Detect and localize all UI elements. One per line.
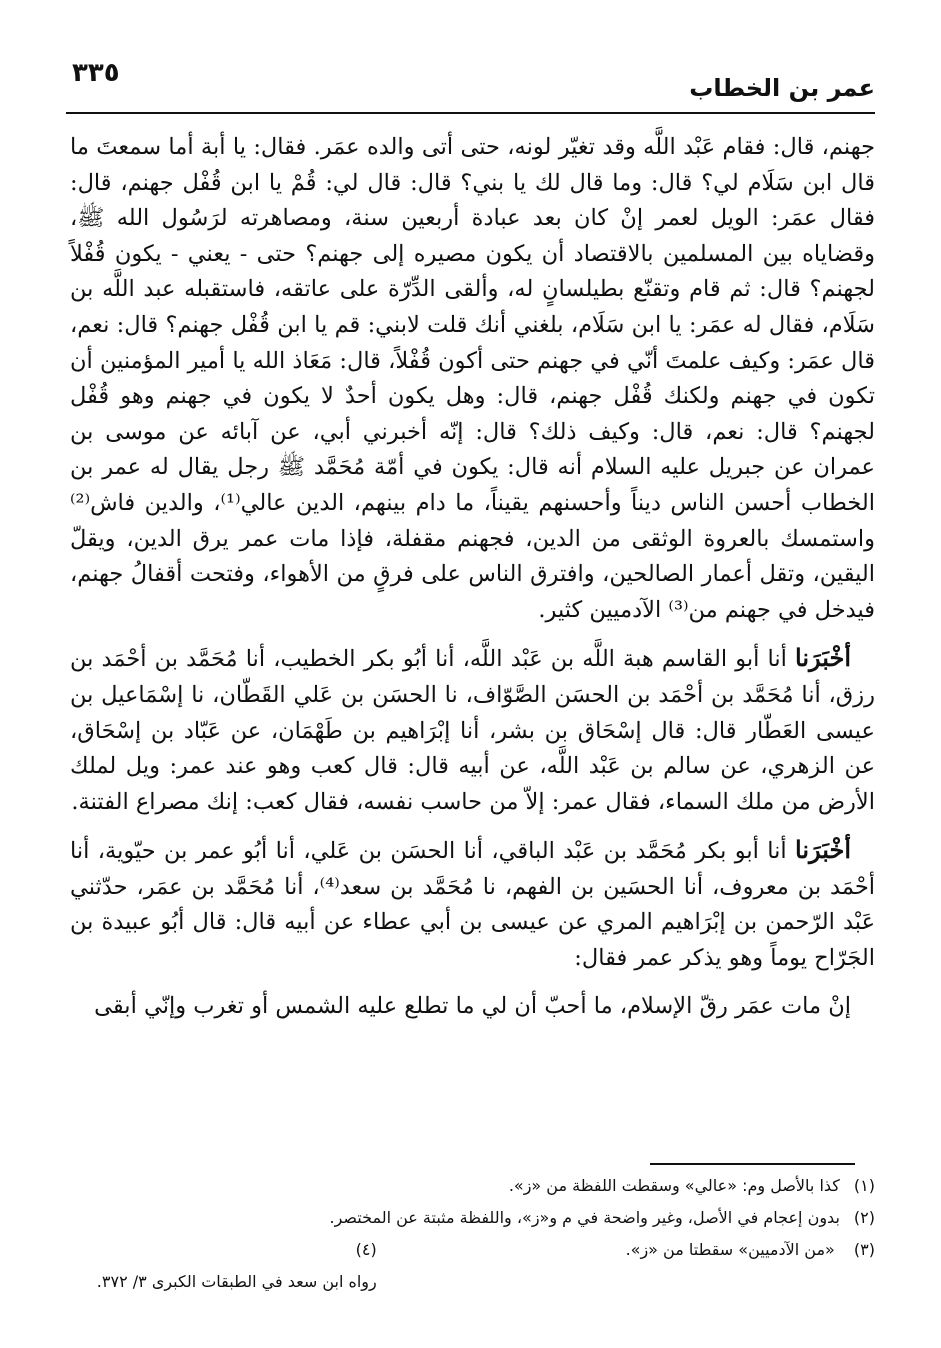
- footnote-cell: [70, 1234, 377, 1298]
- footnote-number: (٢): [853, 1208, 875, 1227]
- lead-word: أخْبَرَنا: [795, 643, 851, 673]
- footnotes: [70, 1170, 875, 1298]
- footnote-line: [70, 1170, 875, 1202]
- footnote-text: بدون إعجام في الأصل، وغير واضحة في م و«ز»، واللفظة مثبتة عن المختصر.: [329, 1208, 840, 1227]
- footnote-number: (٤): [355, 1240, 377, 1259]
- paragraph: إنْ مات عمَر رقّ الإسلام، ما أحبّ أن لي ما تطلع عليه الشمس أو تغرب وإنّي أبقى: [94, 992, 851, 1019]
- header-divider: [66, 112, 875, 114]
- paragraph-text: أنا أبو بكر مُحَمَّد بن عَبْد الباقي، أنا الحسَن بن عَلي، أنا أبُو عمر بن حيّوية، أنا أحْمَد بن معروف، أنا الحسَين بن الفهم، نا مُحَمَّد بن سعد⁽⁴⁾، أنا مُحَمَّد بن عمَر، حدّثني عَبْد الرّحمن بن إبْرَاهيم المري عن عيسى بن أبي عطاء عن أبيه قال: قال أبُو عبيدة بن الجَرّاح يوماً وهو يذكر عمر فقال:: [70, 838, 875, 972]
- footnote-line: [70, 1202, 875, 1234]
- page-number: ٣٣٥: [72, 58, 120, 88]
- footnote-text: رواه ابن سعد في الطبقات الكبرى ٣/ ٣٧٢.: [96, 1272, 377, 1291]
- paragraph-text: أنا أبو القاسم هبة اللَّه بن عَبْد اللَّه، أنا أبُو بكر الخطيب، أنا مُحَمَّد بن أحْمَد بن رزق، أنا مُحَمَّد بن أحْمَد بن الحسَن الصَّوّاف، نا الحسَن بن عَلي القَطّان، نا إسْمَاعيل بن عيسى العَطّار قال: قال إسْحَاق بن بشر، أنا إبْرَاهيم بن طَهْمَان، عن عَبّاد بن إسْحَاق، عن الزهري، عن سالم بن عَبْد اللَّه، عن أبيه قال: قال كعب وهو عند عمر: ويل لملك الأرض من ملك السماء، فقال عمر: إلاّ من حاسب نفسه، فقال كعب: إنك مصراع الفتنة.: [70, 646, 875, 815]
- paragraph: [70, 640, 875, 820]
- footnote-number: (٣): [853, 1240, 875, 1259]
- footnote-line: [70, 1234, 875, 1298]
- footnote-cell: [377, 1234, 875, 1298]
- footnote-number: (١): [853, 1176, 875, 1195]
- lead-word: أخْبَرَنا: [795, 835, 851, 865]
- footnote-text: «من الآدميين» سقطتا من «ز».: [625, 1240, 835, 1259]
- footnote-text: كذا بالأصل وم: «عالي» وسقطت اللفظة من «ز».: [508, 1176, 840, 1195]
- paragraph: [70, 832, 875, 976]
- footnote-divider: [650, 1163, 855, 1165]
- running-head: عمر بن الخطاب: [689, 74, 875, 102]
- main-text: [70, 130, 875, 1036]
- paragraph: جهنم، قال: فقام عَبْد اللَّه وقد تغيّر لونه، حتى أتى والده عمَر. فقال: يا أبة أما سمعتَ ما قال ابن سَلَام لي؟ قال: وما قال لك يا بني؟ قال: قال لي: قُمْ يا ابن قُفْل جهنم، قال: فقال عمَر: الويل لعمر إنْ كان بعد عبادة أربعين سنة، ومصاهرته لرَسُول الله ﷺ، وقضاياه بين المسلمين بالاقتصاد أن يكون مصيره إلى جهنم؟ حتى - يعني - يكون قُفْلاً لجهنم؟ قال: ثم قام وتقنّع بطيلسانٍ له، وألقى الدِّرّة على عاتقه، فاستقبله عبد اللَّه بن سَلَام، فقال له عمَر: يا ابن سَلَام، بلغني أنك قلت لابني: قم يا ابن قُفْل جهنم؟ قال: نعم، قال عمَر: وكيف علمتَ أنّي في جهنم حتى أكون قُفْلاً، قال: مَعَاذ الله يا أمير المؤمنين أن تكون في جهنم ولكنك قُفْل جهنم، قال: وهل يكون أحدٌ لا يكون في جهنم وهو قُفْل لجهنم؟ قال: نعم، قال: وكيف ذلك؟ قال: إنّه أخبرني أبي، عن آبائه عن موسى بن عمران عن جبريل عليه السلام أنه قال: يكون في أمّة مُحَمَّد ﷺ رجل يقال له عمر بن الخطاب أحسن الناس ديناً وأحسنهم يقيناً، ما دام بينهم، الدين عالي⁽¹⁾، والدين فاش⁽²⁾ واستمسك بالعروة الوثقى من الدين، فجهنم مقفلة، فإذا مات عمر يرق الدين، ويقلّ اليقين، وتقل أعمار الصالحين، وافترق الناس على فرقٍ من الأهواء، وفتحت أقفالُ جهنم، فيدخل في جهنم من⁽³⁾ الآدميين كثير.: [70, 134, 875, 623]
